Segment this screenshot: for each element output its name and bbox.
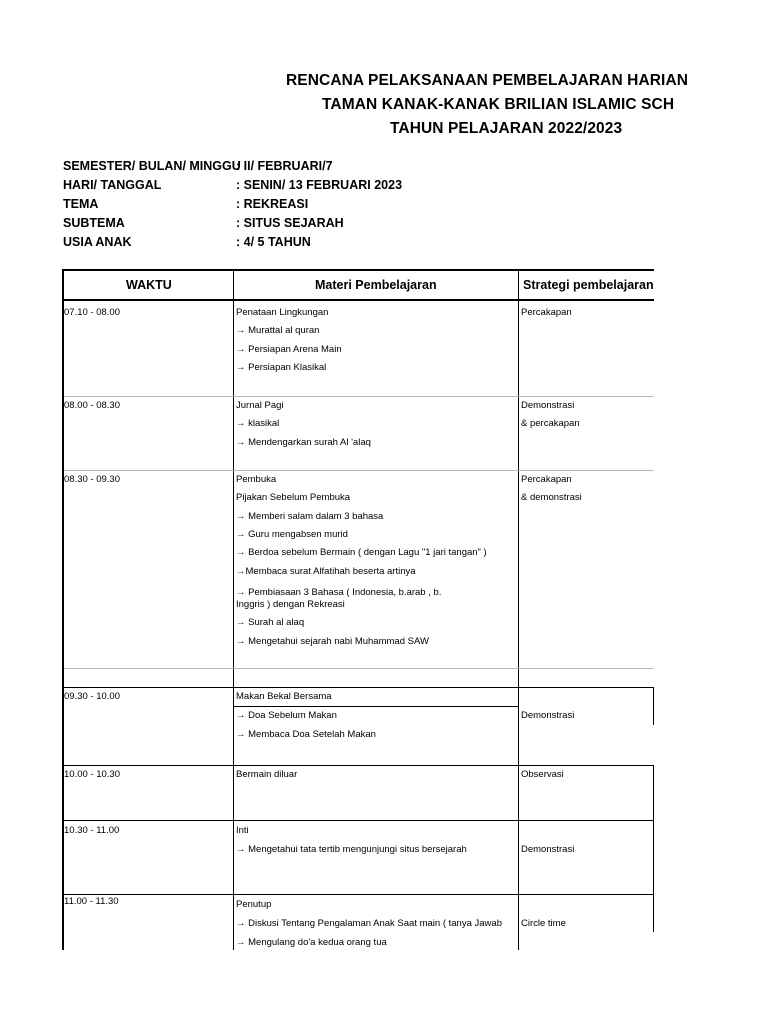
row-3-materi-5: → Berdoa sebelum Bermain ( dengan Lagu "1 jari tangan" )	[236, 547, 487, 558]
row-7-materi-2: → Diskusi Tentang Pengalaman Anak Saat main ( tanya Jawab	[236, 918, 502, 929]
row-3-materi-2: Pijakan Sebelum Pembuka	[236, 492, 351, 503]
meta-label-tema: TEMA	[63, 197, 99, 211]
row-7-materi-3: → Mengulang do'a kedua orang tua	[236, 937, 387, 948]
row-4-materi-3: → Membaca Doa Setelah Makan	[236, 729, 376, 740]
doc-title-line-3: TAHUN PELAJARAN 2022/2023	[390, 120, 623, 137]
row-6-strategi-1: Demonstrasi	[521, 844, 575, 855]
row-1-strategi-1: Percakapan	[521, 307, 572, 318]
meta-label-usia: USIA ANAK	[63, 235, 132, 249]
right-border-seg-1	[653, 688, 654, 725]
row-7-materi-1: Penutup	[236, 899, 272, 910]
row-1-materi-4: → Persiapan Klasikal	[236, 362, 327, 373]
row-separator-3	[64, 668, 654, 669]
row-6-materi-2: → Mengetahui tata tertib mengunjungi situs bersejarah	[236, 844, 467, 855]
row-3-materi-7: → Pembiasaan 3 Bahasa ( Indonesia, b.arab , b.	[236, 587, 442, 598]
col-separator-1	[233, 269, 234, 950]
row-2-time: 08.00 - 08.30	[64, 400, 120, 411]
table-header-bottom-border	[62, 299, 654, 301]
doc-title-line-1: RENCANA PELAKSANAAN PEMBELAJARAN HARIAN	[286, 72, 689, 89]
meta-label-semester: SEMESTER/ BULAN/ MINGGU	[63, 159, 241, 173]
row-6-time: 10.30 - 11.00	[64, 825, 120, 836]
row-separator-5	[64, 765, 654, 766]
row-5-time: 10.00 - 10.30	[64, 769, 120, 780]
row-3-strategi-1: Percakapan	[521, 474, 572, 485]
table-top-border	[62, 269, 654, 271]
row-3-materi-9: → Surah al alaq	[236, 617, 305, 628]
row-3-materi-8: Inggris ) dengan Rekreasi	[236, 599, 345, 610]
row-1-materi-2: → Murattal al quran	[236, 325, 320, 336]
row-7-time: 11.00 - 11.30	[64, 896, 119, 907]
row-4-strategi-1: Demonstrasi	[521, 710, 575, 721]
row-1-materi-1: Penataan Lingkungan	[236, 307, 329, 318]
row-1-time: 07.10 - 08.00	[64, 307, 120, 318]
meta-value-subtema: : SITUS SEJARAH	[236, 216, 344, 230]
row-2-materi-2: → klasikal	[236, 418, 280, 429]
row-3-time: 08.30 - 09.30	[64, 474, 120, 485]
row-separator-4b	[234, 706, 518, 707]
row-separator-1	[64, 396, 654, 397]
row-6-materi-1: Inti	[236, 825, 249, 836]
table-left-border	[62, 269, 64, 950]
row-1-materi-3: → Persiapan Arena Main	[236, 344, 342, 355]
meta-value-semester: : II/ FEBRUARI/7	[236, 159, 333, 173]
row-separator-2	[64, 470, 654, 471]
right-border-seg-2	[653, 765, 654, 932]
meta-value-usia: : 4/ 5 TAHUN	[236, 235, 311, 249]
column-header-waktu: WAKTU	[126, 278, 172, 292]
row-4-time: 09.30 - 10.00	[64, 691, 120, 702]
row-2-strategi-1: Demonstrasi	[521, 400, 575, 411]
row-2-materi-3: → Mendengarkan surah Al 'alaq	[236, 437, 371, 448]
meta-value-hari: : SENIN/ 13 FEBRUARI 2023	[236, 178, 403, 192]
row-3-strategi-2: & demonstrasi	[521, 492, 582, 503]
column-header-strategi: Strategi pembelajaran	[523, 278, 654, 292]
row-2-materi-1: Jurnal Pagi	[236, 400, 284, 411]
row-5-materi-1: Bermain diluar	[236, 769, 298, 780]
row-3-materi-6: →Membaca surat Alfatihah beserta artinya	[236, 566, 416, 577]
row-5-strategi-1: Observasi	[521, 769, 564, 780]
meta-label-hari: HARI/ TANGGAL	[63, 178, 162, 192]
row-4-materi-2: → Doa Sebelum Makan	[236, 710, 337, 721]
row-separator-6	[64, 820, 654, 821]
row-7-strategi-1: Circle time	[521, 918, 566, 929]
doc-title-line-2: TAMAN KANAK-KANAK BRILIAN ISLAMIC SCH	[322, 96, 675, 113]
row-4-materi-1: Makan Bekal Bersama	[236, 691, 332, 702]
row-separator-4	[64, 687, 654, 688]
column-header-materi: Materi Pembelajaran	[315, 278, 437, 292]
row-3-materi-4: → Guru mengabsen murid	[236, 529, 348, 540]
row-3-materi-10: → Mengetahui sejarah nabi Muhammad SAW	[236, 636, 429, 647]
row-separator-7	[64, 894, 654, 895]
row-3-materi-3: → Memberi salam dalam 3 bahasa	[236, 511, 384, 522]
meta-value-tema: : REKREASI	[236, 197, 309, 211]
meta-label-subtema: SUBTEMA	[63, 216, 125, 230]
row-3-materi-1: Pembuka	[236, 474, 277, 485]
col-separator-2	[518, 269, 519, 950]
row-2-strategi-2: & percakapan	[521, 418, 580, 429]
